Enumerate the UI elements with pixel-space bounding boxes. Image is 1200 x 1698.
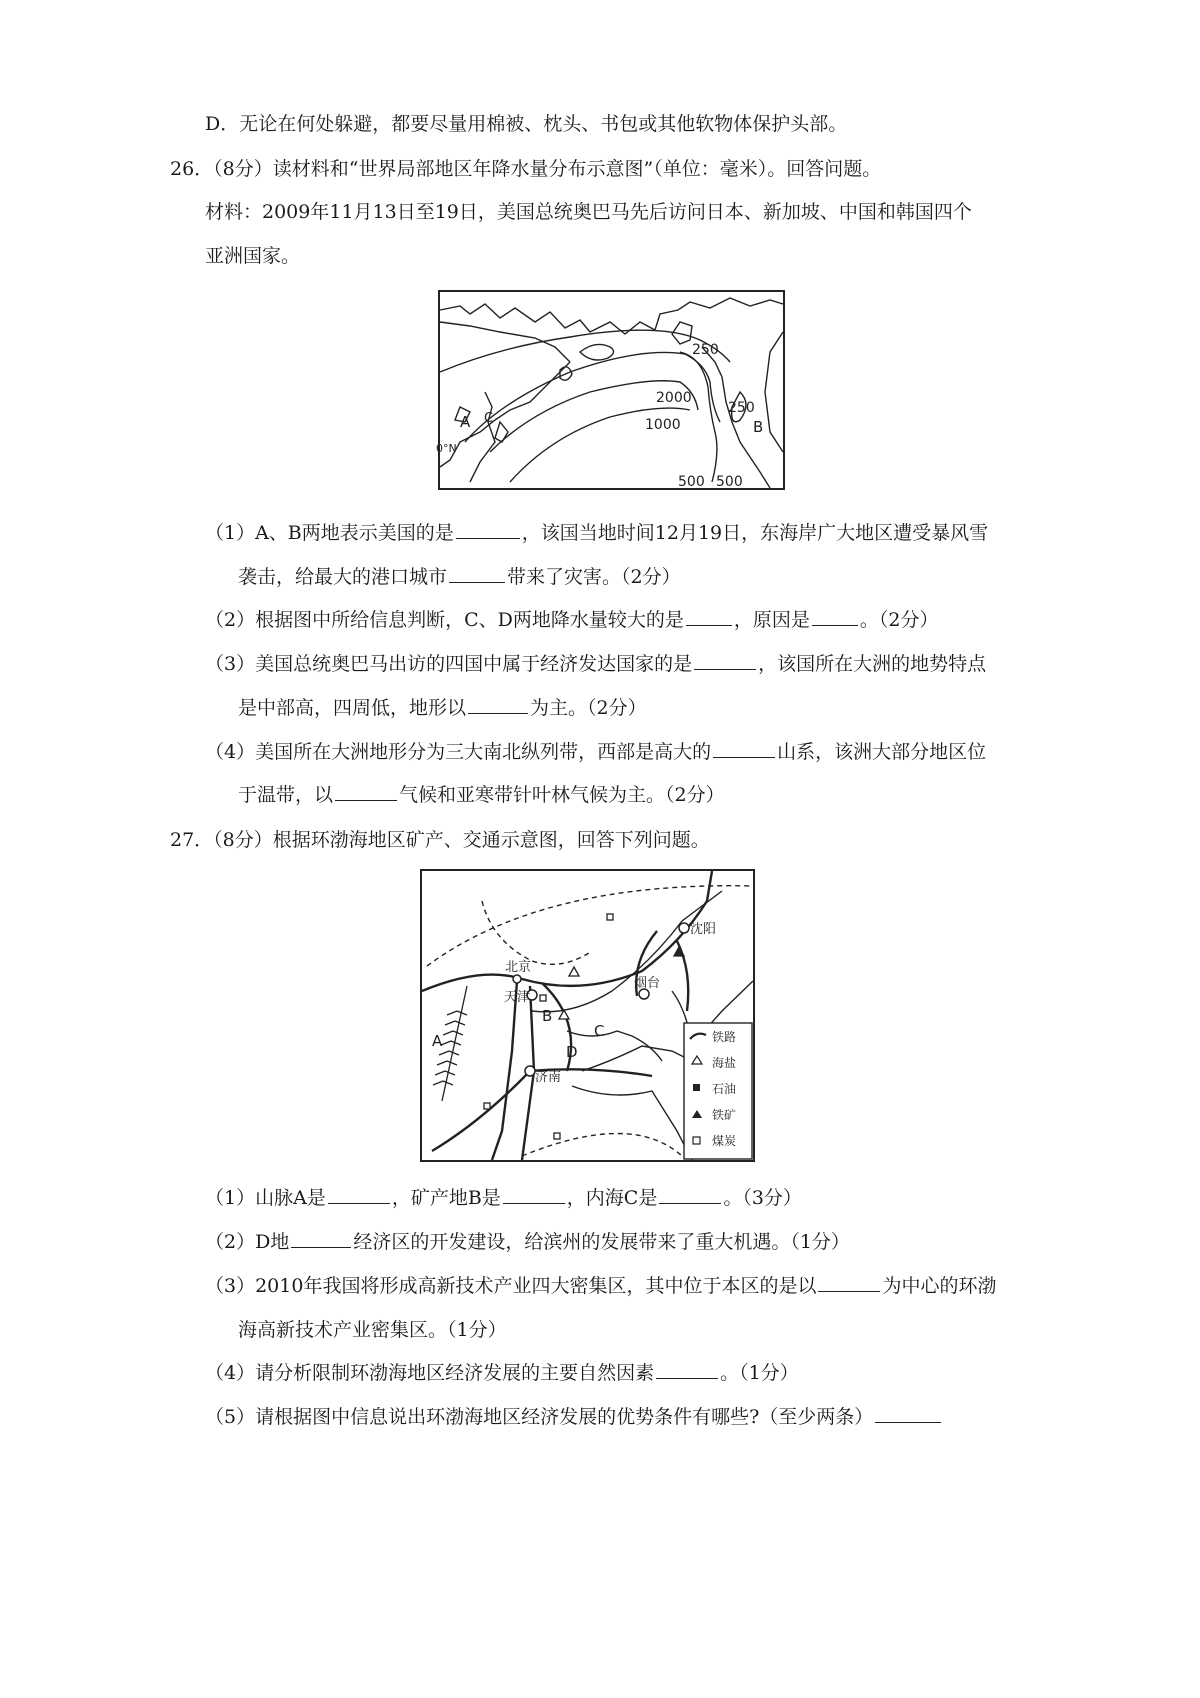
- answer-blank[interactable]: [713, 756, 775, 758]
- q26-heading: 26．（8分）读材料和“世界局部地区年降水量分布示意图”（单位：毫米）。回答问题。: [170, 158, 882, 180]
- q26-2: （2）根据图中所给信息判断，C、D两地降水量较大的是 ，原因是 。（2分）: [205, 609, 939, 631]
- q26-1-line2: 袭击，给最大的港口城市 带来了灾害。（2分）: [238, 566, 681, 588]
- map2-label-c: C: [594, 1022, 605, 1040]
- map2-label-a: A: [432, 1032, 443, 1050]
- map2-label-d: D: [566, 1043, 578, 1061]
- city-beijing: 北京: [505, 960, 532, 975]
- q26-4-line1: （4）美国所在大洲地形分为三大南北纵列带，西部是高大的 山系，该洲大部分地区位: [205, 741, 987, 763]
- answer-blank[interactable]: [335, 799, 397, 801]
- q27-2: （2）D地 经济区的开发建设，给滨州的发展带来了重大机遇。（1分）: [205, 1231, 850, 1253]
- legend-coal: 煤炭: [712, 1134, 737, 1148]
- isoline-500-a: 500: [678, 474, 705, 490]
- answer-blank[interactable]: [456, 537, 520, 539]
- answer-blank[interactable]: [659, 1202, 721, 1204]
- map1-label-c: C: [484, 411, 494, 426]
- legend-iron-ore: 铁矿: [712, 1108, 737, 1122]
- bohai-rim-map: [420, 869, 755, 1162]
- option-d: D．无论在何处躲避，都要尽量用棉被、枕头、书包或其他软物体保护头部。: [205, 113, 848, 135]
- q27-3-line1: （3）2010年我国将形成高新技术产业四大密集区，其中位于本区的是以 为中心的环渤: [205, 1275, 997, 1297]
- answer-blank[interactable]: [694, 668, 756, 670]
- legend-oil: 石油: [712, 1082, 737, 1096]
- answer-blank[interactable]: [686, 624, 732, 626]
- q26-3-line1: （3）美国总统奥巴马出访的四国中属于经济发达国家的是 ，该国所在大洲的地势特点: [205, 653, 987, 675]
- q26-1-line1: （1）A、B两地表示美国的是 ，该国当地时间12月19日，东海岸广大地区遭受暴风雪: [205, 522, 989, 544]
- q26-material-1: 材料：2009年11月13日至19日，美国总统奥巴马先后访问日本、新加坡、中国和韩国四个: [205, 201, 972, 223]
- q26-material-2: 亚洲国家。: [205, 245, 301, 267]
- answer-blank[interactable]: [812, 624, 858, 626]
- city-tianjin: 天津: [504, 990, 531, 1005]
- map1-label-a: A: [460, 413, 471, 431]
- city-jinan: 济南: [535, 1070, 562, 1085]
- answer-blank[interactable]: [656, 1377, 718, 1379]
- legend-sea-salt: 海盐: [712, 1056, 737, 1070]
- isoline-2000: 2000: [656, 390, 692, 406]
- q27-5: （5）请根据图中信息说出环渤海地区经济发展的优势条件有哪些?（至少两条）: [205, 1403, 943, 1431]
- map2-label-b: B: [542, 1007, 553, 1025]
- city-yantai: 烟台: [634, 976, 661, 991]
- answer-blank[interactable]: [328, 1202, 390, 1204]
- isoline-1000: 1000: [645, 417, 681, 433]
- isoline-500-b: 500: [716, 474, 743, 490]
- q27-1: （1）山脉A是 ，矿产地B是 ，内海C是 。（3分）: [205, 1187, 802, 1209]
- q27-heading: 27．（8分）根据环渤海地区矿产、交通示意图，回答下列问题。: [170, 829, 710, 851]
- q27-4: （4）请分析限制环渤海地区经济发展的主要自然因素 。（1分）: [205, 1362, 799, 1384]
- map1-latitude: 0°N: [436, 442, 457, 455]
- map1-label-b: B: [753, 418, 764, 436]
- isoline-250-north: 250: [692, 342, 719, 358]
- q26-4-line2: 于温带，以 气候和亚寒带针叶林气候为主。（2分）: [238, 784, 725, 806]
- answer-blank[interactable]: [503, 1202, 565, 1204]
- q27-3-line2: 海高新技术产业密集区。（1分）: [238, 1319, 507, 1341]
- q26-3-line2: 是中部高，四周低，地形以 为主。（2分）: [238, 697, 647, 719]
- precipitation-map: [438, 290, 785, 490]
- answer-blank[interactable]: [468, 712, 528, 714]
- answer-blank[interactable]: [818, 1290, 880, 1292]
- answer-blank[interactable]: [875, 1421, 941, 1423]
- map2-legend: [684, 1023, 752, 1159]
- answer-blank[interactable]: [291, 1246, 351, 1248]
- city-shenyang: 沈阳: [690, 922, 717, 937]
- isoline-250-east: 250: [728, 400, 755, 416]
- answer-blank[interactable]: [449, 581, 505, 583]
- legend-railway: 铁路: [712, 1030, 737, 1044]
